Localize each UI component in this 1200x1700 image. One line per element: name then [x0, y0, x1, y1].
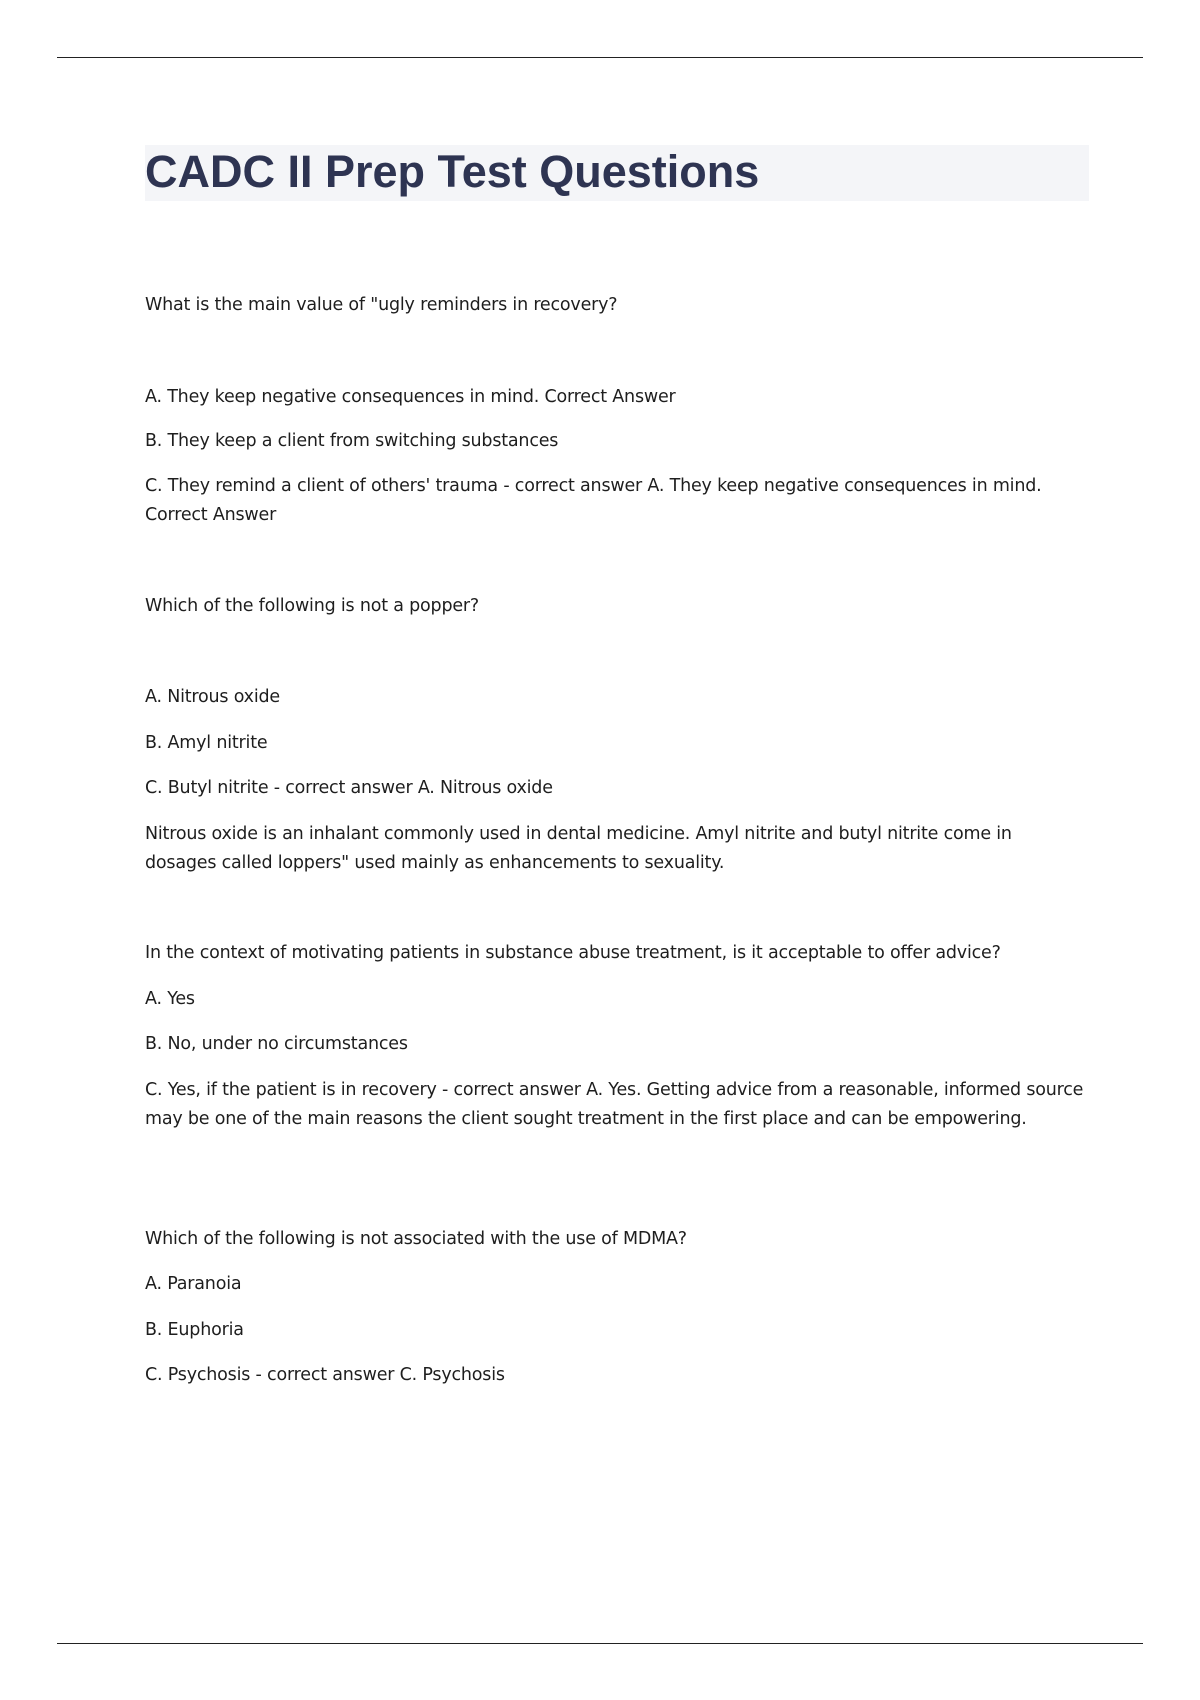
- question-4-text: Which of the following is not associated with the use of MDMA?: [145, 1229, 687, 1249]
- bottom-rule: [57, 1643, 1143, 1644]
- question-2-option-a: A. Nitrous oxide: [145, 687, 280, 707]
- question-3-option-b: B. No, under no circumstances: [145, 1034, 408, 1054]
- question-2-explanation: Nitrous oxide is an inhalant commonly used in dental medicine. Amyl nitrite and butyl nitrite come in dosages called loppers" used mainly as enhancements to sexuality.: [145, 824, 1012, 873]
- question-1-option-a: A. They keep negative consequences in mind. Correct Answer: [145, 387, 676, 407]
- question-2-text: Which of the following is not a popper?: [145, 596, 480, 616]
- question-2-option-b: B. Amyl nitrite: [145, 733, 268, 753]
- question-4-option-b: B. Euphoria: [145, 1320, 244, 1340]
- page-title: CADC II Prep Test Questions: [145, 146, 760, 197]
- question-4-option-a: A. Paranoia: [145, 1274, 242, 1294]
- question-1-text: What is the main value of "ugly reminders in recovery?: [145, 295, 618, 315]
- question-3-option-a: A. Yes: [145, 989, 195, 1009]
- top-rule: [57, 57, 1143, 58]
- question-3-option-c: C. Yes, if the patient is in recovery - correct answer A. Yes. Getting advice from a reasonable, informed source may be one of the main reasons the client sought treatment in the first place and can be empowering.: [145, 1080, 1084, 1129]
- question-1-option-b: B. They keep a client from switching substances: [145, 431, 559, 451]
- question-1-option-c: C. They remind a client of others' trauma - correct answer A. They keep negative consequences in mind. Correct Answer: [145, 476, 1042, 525]
- question-4-option-c: C. Psychosis - correct answer C. Psychosis: [145, 1365, 505, 1385]
- question-2-option-c: C. Butyl nitrite - correct answer A. Nitrous oxide: [145, 778, 553, 798]
- question-3-text: In the context of motivating patients in substance abuse treatment, is it acceptable to offer advice?: [145, 943, 1001, 963]
